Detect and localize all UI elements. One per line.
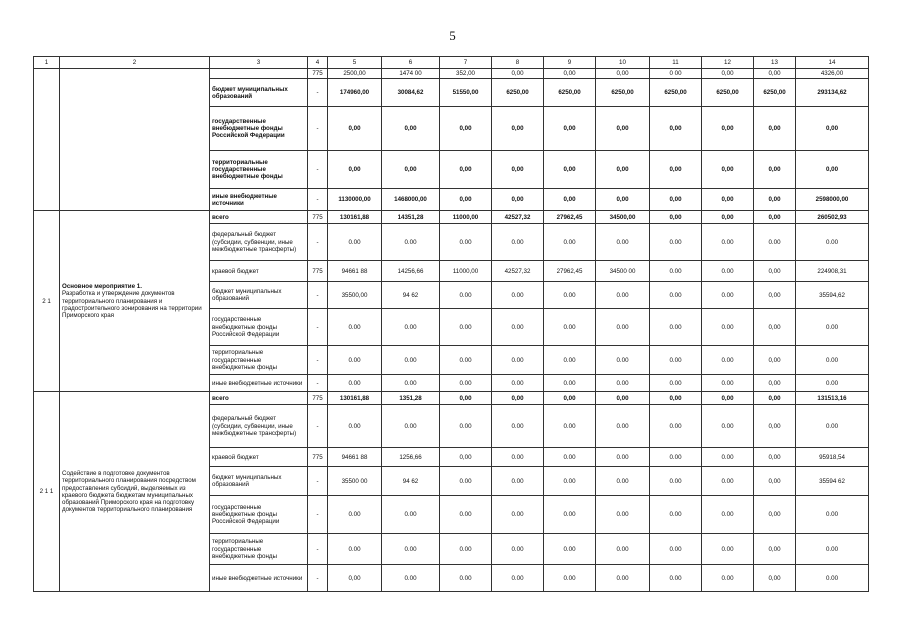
value-cell: 2598000,00 [796,189,869,211]
value-cell: 0,00 [796,107,869,151]
value-cell: 0,00 [492,189,544,211]
value-cell: 0,00 [702,189,754,211]
budget-code: - [308,151,328,189]
value-cell: 4326,00 [796,69,869,79]
value-cell: 0,00 [596,189,650,211]
funding-source: бюджет муниципальных образований [210,467,308,496]
budget-code: - [308,534,328,565]
value-cell: 1256,66 [382,448,440,467]
header-cell: 7 [440,57,492,69]
value-cell: 0,00 [754,151,796,189]
budget-code: - [308,309,328,346]
value-cell: 0.00 [796,496,869,534]
value-cell: 0.00 [544,534,596,565]
budget-code: 775 [308,448,328,467]
value-cell: 0.00 [492,405,544,448]
value-cell: 0.00 [328,346,382,375]
budget-code: - [308,346,328,375]
value-cell: 0.00 [596,224,650,261]
value-cell: 0.00 [650,405,702,448]
value-cell: 0,00 [754,375,796,392]
value-cell: 0.00 [702,375,754,392]
value-cell: 174960,00 [328,79,382,107]
value-cell: 0,00 [650,151,702,189]
value-cell: 0.00 [650,467,702,496]
header-row [34,57,869,69]
value-cell: 0,00 [544,189,596,211]
value-cell: 0.00 [328,534,382,565]
value-cell: 0.00 [702,534,754,565]
value-cell: 0.00 [382,346,440,375]
value-cell: 6250,00 [492,79,544,107]
value-cell: 0.00 [440,534,492,565]
value-cell: 14256,66 [382,261,440,282]
value-cell: 0.00 [596,534,650,565]
value-cell: 6250,00 [650,79,702,107]
header-cell: 6 [382,57,440,69]
budget-code: - [308,375,328,392]
value-cell: 0,00 [754,107,796,151]
value-cell: 0,00 [492,151,544,189]
value-cell: 0,00 [754,565,796,592]
value-cell: 0.00 [596,496,650,534]
value-cell: 0.00 [382,224,440,261]
value-cell: 0.00 [440,496,492,534]
value-cell: 0.00 [492,309,544,346]
value-cell: 1474 00 [382,69,440,79]
value-cell: 0.00 [650,448,702,467]
value-cell: 0.00 [596,346,650,375]
value-cell: 0.00 [544,448,596,467]
value-cell: 0.00 [440,405,492,448]
value-cell: 0,00 [440,189,492,211]
value-cell: 95918,54 [796,448,869,467]
value-cell: 0.00 [440,375,492,392]
table-row [34,211,869,224]
value-cell: 51550,00 [440,79,492,107]
value-cell: 94 62 [382,282,440,309]
value-cell: 0.00 [544,496,596,534]
budget-code: 775 [308,261,328,282]
value-cell: 0.00 [328,496,382,534]
funding-source: иные внебюджетные источники [210,565,308,592]
value-cell: 0.00 [382,309,440,346]
value-cell: 0,00 [754,448,796,467]
value-cell: 0,00 [382,151,440,189]
value-cell: 0.00 [650,565,702,592]
value-cell: 30084,62 [382,79,440,107]
budget-code: 775 [308,392,328,405]
value-cell: 0.00 [492,448,544,467]
value-cell: 0,00 [702,69,754,79]
event-name [60,211,210,392]
value-cell: 0,00 [440,107,492,151]
value-cell: 0.00 [382,375,440,392]
value-cell: 0.00 [440,309,492,346]
value-cell: 34500,00 [596,211,650,224]
funding-source: иные внебюджетные источники [210,375,308,392]
budget-code: 775 [308,69,328,79]
header-cell: 14 [796,57,869,69]
header-cell: 9 [544,57,596,69]
value-cell: 0,00 [596,107,650,151]
value-cell: 0.00 [702,346,754,375]
value-cell: 0.00 [702,309,754,346]
value-cell: 0.00 [596,405,650,448]
value-cell: 0.00 [702,565,754,592]
funding-source: бюджет муниципальных образований [210,282,308,309]
value-cell: 0.00 [650,534,702,565]
value-cell: 293134,62 [796,79,869,107]
value-cell: 0.00 [596,565,650,592]
value-cell: 11000,00 [440,211,492,224]
value-cell: 0,00 [382,107,440,151]
value-cell: 0.00 [702,224,754,261]
value-cell: 0.00 [382,565,440,592]
value-cell: 0.00 [650,375,702,392]
funding-source: территориальные государственные внебюджетные фонды [210,151,308,189]
value-cell: 0,00 [754,282,796,309]
budget-code: - [308,282,328,309]
value-cell: 0.00 [328,224,382,261]
event-title: Основное мероприятие 1. [62,283,142,291]
budget-code: - [308,79,328,107]
budget-table [33,56,869,592]
value-cell: 0,00 [544,107,596,151]
value-cell: 0 00 [650,69,702,79]
value-cell: 0.00 [650,282,702,309]
header-cell: 12 [702,57,754,69]
header-cell: 4 [308,57,328,69]
value-cell: 131513,16 [796,392,869,405]
value-cell: 0,00 [754,392,796,405]
table-row [34,69,869,79]
value-cell: 0,00 [328,565,382,592]
value-cell: 0.00 [544,467,596,496]
header-cell: 13 [754,57,796,69]
value-cell: 0,00 [544,69,596,79]
funding-source: всего [210,392,308,405]
value-cell: 27962,45 [544,211,596,224]
value-cell: 6250,00 [596,79,650,107]
value-cell: 0,00 [754,309,796,346]
value-cell: 0,00 [492,69,544,79]
value-cell: 27962,45 [544,261,596,282]
value-cell: 0,00 [596,392,650,405]
value-cell: 0.00 [544,224,596,261]
value-cell: 260502,93 [796,211,869,224]
value-cell: 0,00 [544,151,596,189]
value-cell: 0,00 [492,392,544,405]
value-cell: 94 62 [382,467,440,496]
value-cell: 1351,28 [382,392,440,405]
event-name [60,69,210,211]
value-cell: 0.00 [796,309,869,346]
funding-source: федеральный бюджет (субсидии, субвенции, иные межбюджетные трансферты) [210,224,308,261]
value-cell: 0.00 [596,375,650,392]
value-cell: 35500,00 [328,282,382,309]
value-cell: 0.00 [702,496,754,534]
value-cell: 0.00 [544,405,596,448]
value-cell: 0.00 [796,405,869,448]
value-cell: 0.00 [440,282,492,309]
funding-source: государственные внебюджетные фонды Российской Федерации [210,107,308,151]
header-cell: 11 [650,57,702,69]
value-cell: 0.00 [382,534,440,565]
funding-source: краевой бюджет [210,448,308,467]
table-row [34,392,869,405]
budget-code: - [308,467,328,496]
value-cell: 0.00 [796,224,869,261]
event-description: Разработка и утверждение документов территориального планирования и градостроительного зонирования на территории Приморского края [62,290,202,319]
value-cell: 1468000,00 [382,189,440,211]
budget-code: - [308,107,328,151]
value-cell: 0.00 [702,261,754,282]
value-cell: 0.00 [754,224,796,261]
value-cell: 0.00 [796,565,869,592]
value-cell: 0.00 [544,375,596,392]
value-cell: 35594,62 [796,282,869,309]
value-cell: 0,00 [754,346,796,375]
value-cell: 130161,88 [328,211,382,224]
value-cell: 0.00 [492,375,544,392]
value-cell: 94661 88 [328,448,382,467]
header-cell: 5 [328,57,382,69]
funding-source: бюджет муниципальных образований [210,79,308,107]
value-cell: 0,00 [650,211,702,224]
value-cell: 0,00 [440,151,492,189]
value-cell: 0.00 [702,467,754,496]
value-cell: 0.00 [440,346,492,375]
value-cell: 42527,32 [492,261,544,282]
value-cell: 0.00 [650,346,702,375]
funding-source: территориальные государственные внебюджетные фонды [210,346,308,375]
budget-code: - [308,496,328,534]
value-cell: 1130000,00 [328,189,382,211]
value-cell: 0,00 [702,392,754,405]
value-cell: 0.00 [382,496,440,534]
value-cell: 0.00 [702,282,754,309]
value-cell: 0.00 [596,448,650,467]
value-cell: 0.00 [492,224,544,261]
value-cell: 0.00 [796,375,869,392]
header-cell: 1 [34,57,60,69]
value-cell: 0.00 [650,496,702,534]
header-cell: 8 [492,57,544,69]
budget-code: - [308,405,328,448]
value-cell: 0,00 [754,211,796,224]
value-cell: 35500 00 [328,467,382,496]
event-name: Содействие в подготовке документов территориального планирования посредством предоставления субсидий, выделяемых из краевого бюджета бюджетам муниципальных образований Приморского края на подготовку документов территориального планирования [60,392,210,592]
funding-source: федеральный бюджет (субсидии, субвенции, иные межбюджетные трансферты) [210,405,308,448]
value-cell: 0,00 [754,189,796,211]
funding-source [210,69,308,79]
value-cell: 6250,00 [702,79,754,107]
value-cell: 0.00 [440,224,492,261]
value-cell: 0,00 [596,151,650,189]
value-cell: 94661 88 [328,261,382,282]
value-cell: 0.00 [796,534,869,565]
budget-code: - [308,224,328,261]
value-cell: 14351,28 [382,211,440,224]
row-number: 2 1 1 [34,392,60,592]
value-cell: 0.00 [440,467,492,496]
funding-source: государственные внебюджетные фонды Российской Федерации [210,309,308,346]
value-cell: 0,00 [492,107,544,151]
funding-source: государственные внебюджетные фонды Российской Федерации [210,496,308,534]
row-number [34,69,60,211]
value-cell: 0.00 [328,309,382,346]
value-cell: 0.00 [650,224,702,261]
value-cell: 0.00 [544,346,596,375]
value-cell: 0,00 [328,151,382,189]
value-cell: 11000,00 [440,261,492,282]
funding-source: краевой бюджет [210,261,308,282]
value-cell: 0,00 [440,448,492,467]
funding-source: территориальные государственные внебюджетные фонды [210,534,308,565]
row-number: 2 1 [34,211,60,392]
value-cell: 0.00 [544,565,596,592]
value-cell: 0,00 [754,69,796,79]
value-cell: 0.00 [596,467,650,496]
value-cell: 0.00 [596,282,650,309]
value-cell: 0.00 [440,565,492,592]
value-cell: 0.00 [492,496,544,534]
value-cell: 0.00 [328,375,382,392]
value-cell: 0,00 [650,392,702,405]
header-cell: 3 [210,57,308,69]
funding-source: всего [210,211,308,224]
value-cell: 0.00 [650,309,702,346]
header-cell: 2 [60,57,210,69]
header-cell: 10 [596,57,650,69]
page-number: 5 [449,28,456,43]
value-cell: 6250,00 [544,79,596,107]
value-cell: 0.00 [544,309,596,346]
value-cell: 0.00 [650,261,702,282]
value-cell: 0.00 [328,405,382,448]
budget-code: 775 [308,211,328,224]
value-cell: 0,00 [650,107,702,151]
value-cell: 224908,31 [796,261,869,282]
value-cell: 6250,00 [754,79,796,107]
value-cell: 0.00 [596,309,650,346]
budget-code: - [308,565,328,592]
value-cell: 0,00 [796,151,869,189]
value-cell: 0,00 [754,496,796,534]
value-cell: 0,00 [702,151,754,189]
budget-code: - [308,189,328,211]
value-cell: 0.00 [382,405,440,448]
value-cell: 0.00 [492,282,544,309]
value-cell: 0,00 [440,392,492,405]
value-cell: 0,00 [754,467,796,496]
value-cell: 35594 62 [796,467,869,496]
value-cell: 130161,88 [328,392,382,405]
funding-source: иные внебюджетные источники [210,189,308,211]
value-cell: 0.00 [702,405,754,448]
value-cell: 2500,00 [328,69,382,79]
value-cell: 0,00 [596,69,650,79]
table-body [34,57,869,592]
value-cell: 0,00 [754,534,796,565]
value-cell: 0,00 [544,392,596,405]
value-cell: 0,00 [702,211,754,224]
value-cell: 352,00 [440,69,492,79]
value-cell: 0,00 [650,189,702,211]
value-cell: 0,00 [754,405,796,448]
value-cell: 0,00 [754,261,796,282]
value-cell: 0.00 [544,282,596,309]
value-cell: 34500 00 [596,261,650,282]
value-cell: 0.00 [492,534,544,565]
value-cell: 0,00 [702,107,754,151]
value-cell: 0.00 [492,565,544,592]
value-cell: 0.00 [702,448,754,467]
value-cell: 42527,32 [492,211,544,224]
value-cell: 0.00 [796,346,869,375]
value-cell: 0.00 [492,467,544,496]
value-cell: 0.00 [492,346,544,375]
value-cell: 0,00 [328,107,382,151]
